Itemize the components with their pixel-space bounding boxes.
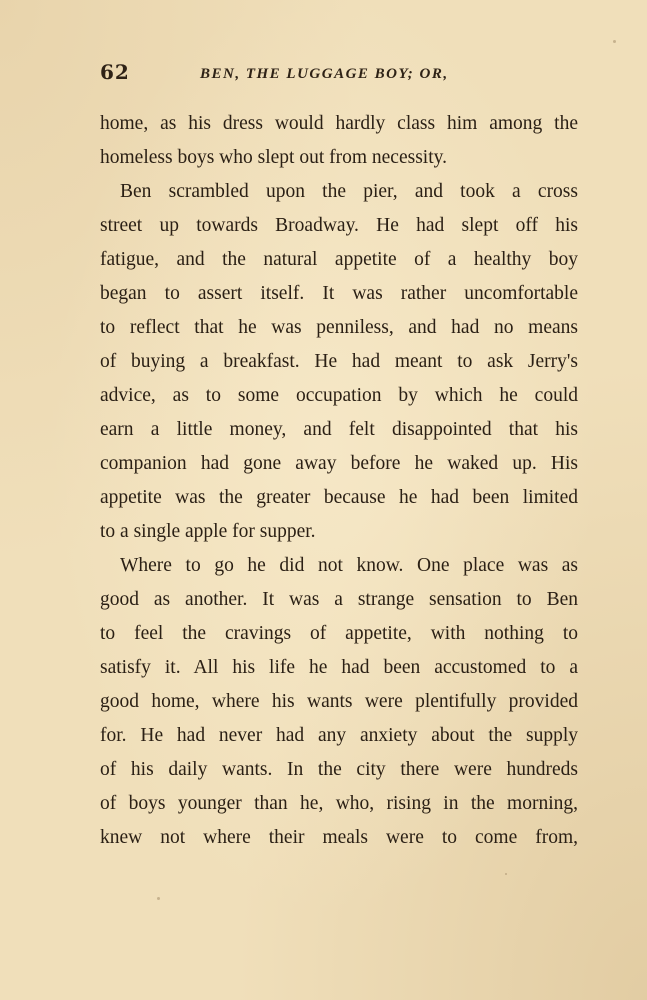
text-line: Where to go he did not know. One place was as bbox=[120, 555, 578, 576]
text-line: good home, where his wants were plentifully provided bbox=[100, 691, 578, 712]
text-line: to reflect that he was penniless, and had no means bbox=[100, 317, 578, 338]
text-line: of his daily wants. In the city there were hundreds bbox=[100, 759, 578, 780]
paper-speck bbox=[157, 897, 160, 900]
page-header bbox=[100, 60, 580, 90]
text-line: fatigue, and the natural appetite of a healthy boy bbox=[100, 249, 578, 270]
paper-speck bbox=[505, 873, 507, 875]
text-line: homeless boys who slept out from necessity. bbox=[100, 147, 447, 168]
text-line: good as another. It was a strange sensation to Ben bbox=[100, 589, 578, 610]
text-line: companion had gone away before he waked up. His bbox=[100, 453, 578, 474]
text-line: Ben scrambled upon the pier, and took a cross bbox=[120, 181, 578, 202]
text-line: of boys younger than he, who, rising in the morning, bbox=[100, 793, 578, 814]
page-number: 62 bbox=[100, 60, 130, 84]
text-line: earn a little money, and felt disappointed that his bbox=[100, 419, 578, 440]
text-line: satisfy it. All his life he had been accustomed to a bbox=[100, 657, 578, 678]
text-line: to a single apple for supper. bbox=[100, 521, 316, 542]
running-head: BEN, THE LUGGAGE BOY; OR, bbox=[200, 66, 449, 82]
text-line: home, as his dress would hardly class him among the bbox=[100, 113, 578, 134]
paper-speck bbox=[613, 40, 616, 43]
text-line: of buying a breakfast. He had meant to ask Jerry's bbox=[100, 351, 578, 372]
text-line: knew not where their meals were to come from, bbox=[100, 827, 578, 848]
text-line: advice, as to some occupation by which he could bbox=[100, 385, 578, 406]
body-text bbox=[100, 107, 578, 855]
text-line: to feel the cravings of appetite, with nothing to bbox=[100, 623, 578, 644]
text-line: appetite was the greater because he had been limited bbox=[100, 487, 578, 508]
text-line: for. He had never had any anxiety about the supply bbox=[100, 725, 578, 746]
text-line: street up towards Broadway. He had slept off his bbox=[100, 215, 578, 236]
text-line: began to assert itself. It was rather uncomfortable bbox=[100, 283, 578, 304]
